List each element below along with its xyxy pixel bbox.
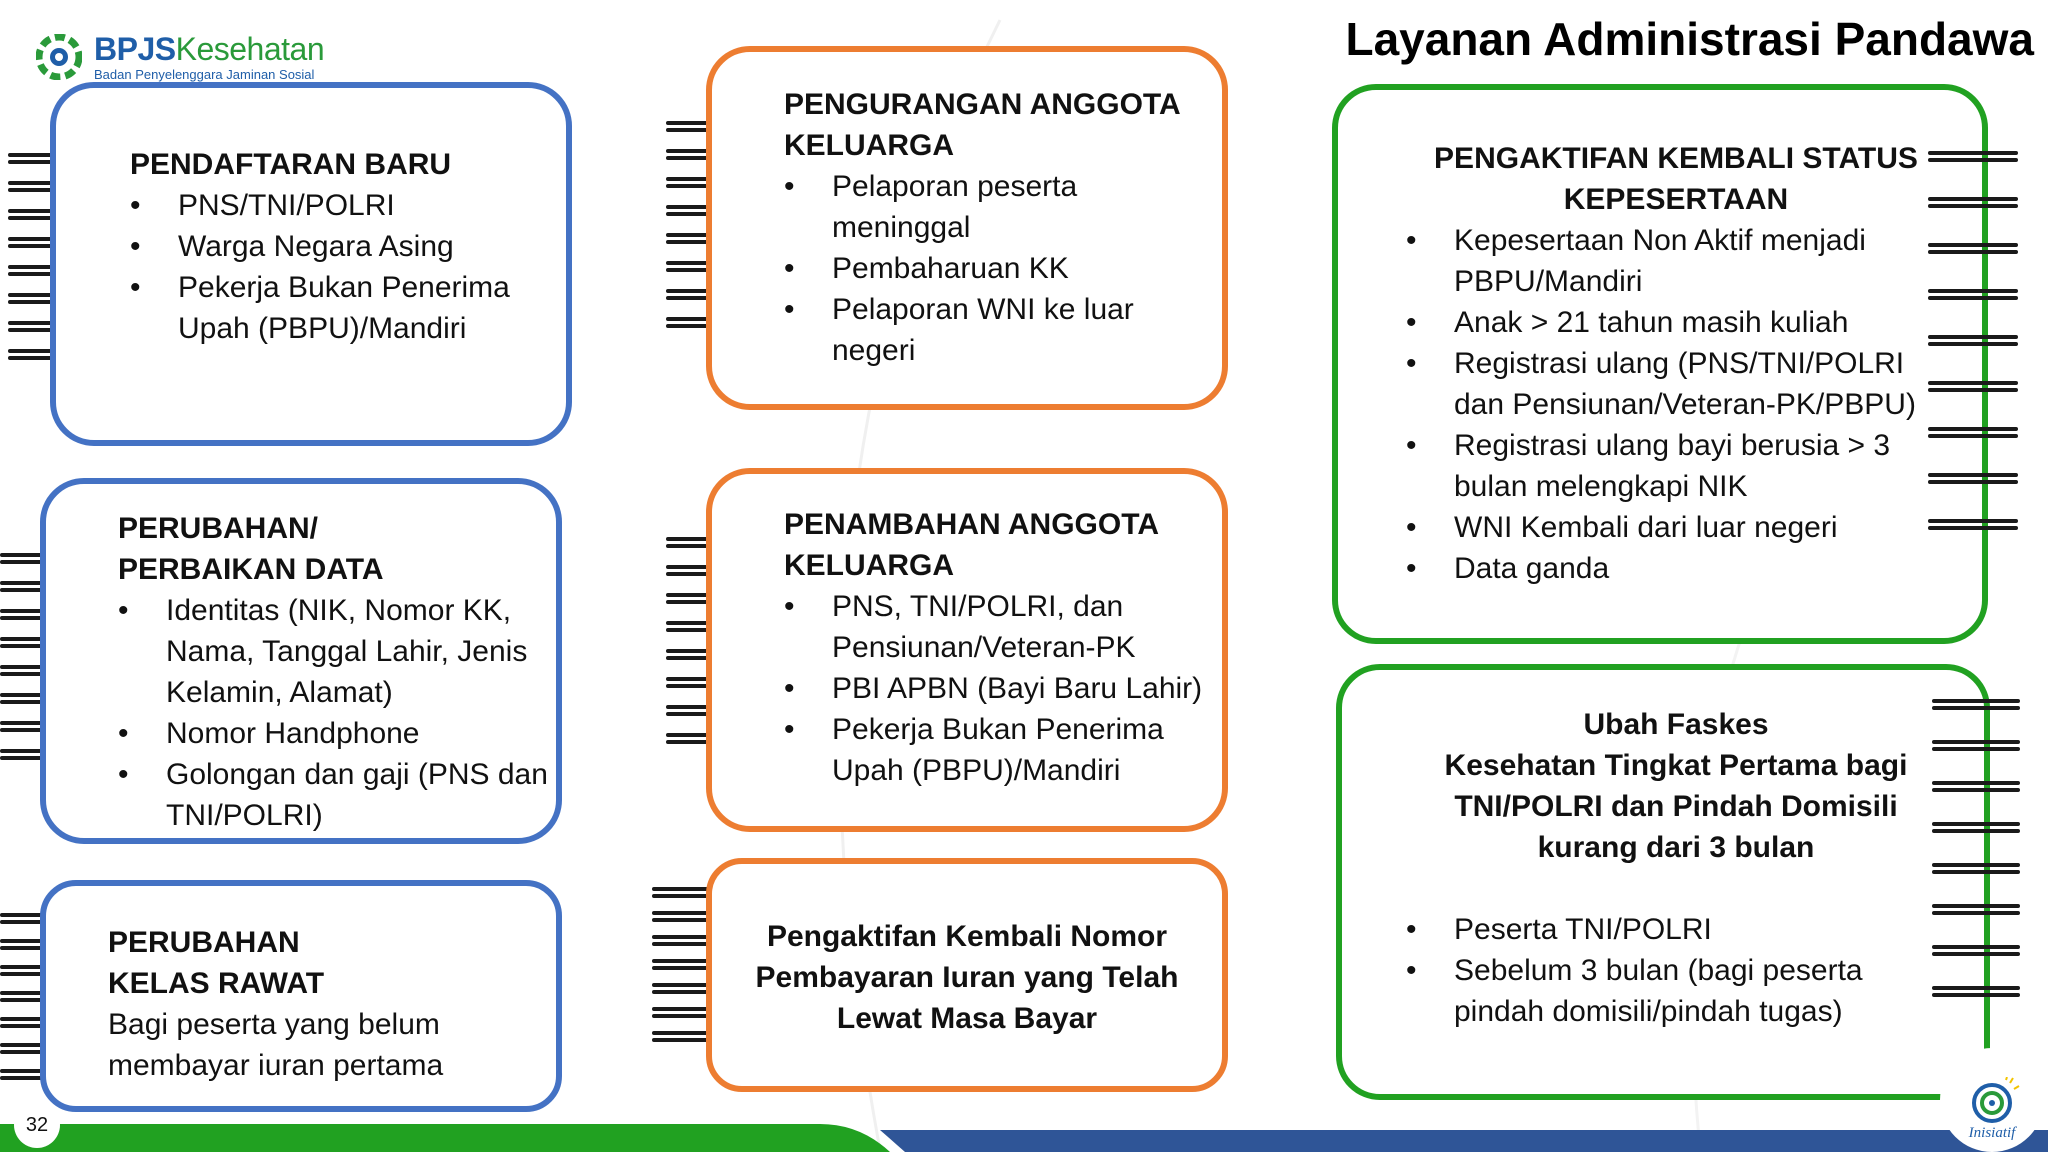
card-pengaktifan-nomor-pembayaran bbox=[706, 858, 1228, 1092]
bpjs-logo bbox=[36, 32, 324, 82]
card-title: KELAS RAWAT bbox=[108, 967, 325, 1000]
page-title: Layanan Administrasi Pandawa bbox=[1345, 13, 2034, 65]
list-item: • WNI Kembali dari luar negeri bbox=[1406, 507, 1946, 548]
binder-rings bbox=[1932, 698, 2020, 999]
list-item: • Identitas (NIK, Nomor KK, Nama, Tanggal Lahir, Jenis Kelamin, Alamat) bbox=[118, 590, 548, 713]
bullet-list bbox=[130, 185, 550, 349]
card-title: PENDAFTARAN BARU bbox=[130, 148, 452, 181]
list-item: • Data ganda bbox=[1406, 548, 1946, 589]
list-item: • Registrasi ulang bayi berusia > 3 bulan melengkapi NIK bbox=[1406, 425, 1946, 507]
inisiatif-badge bbox=[1944, 1052, 2040, 1148]
list-item: • PBI APBN (Bayi Baru Lahir) bbox=[784, 668, 1216, 709]
list-item: • Anak > 21 tahun masih kuliah bbox=[1406, 302, 1946, 343]
card-ubah-faskes bbox=[1336, 664, 1990, 1100]
page-number: 32 bbox=[14, 1102, 60, 1148]
card-title: PENGURANGAN ANGGOTA KELUARGA bbox=[784, 88, 1180, 162]
card-kelas-rawat bbox=[40, 880, 562, 1112]
card-title: PERUBAHAN/ bbox=[118, 512, 319, 545]
card-title: Ubah Faskes bbox=[1583, 708, 1769, 741]
card-pendaftaran-baru bbox=[50, 82, 572, 446]
card-penambahan-anggota bbox=[706, 468, 1228, 832]
card-pengurangan-anggota bbox=[706, 46, 1228, 410]
list-item: • Nomor Handphone bbox=[118, 713, 548, 754]
badge-text: Inisiatif bbox=[1968, 1125, 2016, 1141]
card-body: Bagi peserta yang belum membayar iuran pertama bbox=[108, 1008, 444, 1082]
bullet-list bbox=[784, 586, 1216, 791]
card-title: Kesehatan Tingkat Pertama bagi TNI/POLRI dan Pindah Domisili kurang dari 3 bulan bbox=[1444, 749, 1908, 864]
card-title: PERUBAHAN bbox=[108, 926, 300, 959]
bullet-list bbox=[118, 590, 548, 836]
list-item: • Pelaporan peserta meninggal bbox=[784, 166, 1204, 248]
inisiatif-logo-icon bbox=[1964, 1077, 2020, 1125]
bullet-list bbox=[1406, 220, 1946, 589]
logo-brand-secondary: Kesehatan bbox=[175, 31, 325, 67]
card-title: PERBAIKAN DATA bbox=[118, 553, 384, 586]
logo-brand-primary: BPJS bbox=[94, 31, 176, 67]
list-item: • Pekerja Bukan Penerima Upah (PBPU)/Mandiri bbox=[130, 267, 550, 349]
list-item: • Pembaharuan KK bbox=[784, 248, 1204, 289]
list-item: • Kepesertaan Non Aktif menjadi PBPU/Mandiri bbox=[1406, 220, 1946, 302]
binder-rings bbox=[1928, 150, 2018, 532]
list-item: • Golongan dan gaji (PNS dan TNI/POLRI) bbox=[118, 754, 548, 836]
footer-bar bbox=[0, 1124, 2048, 1152]
card-title: PENGAKTIFAN KEMBALI STATUS KEPESERTAAN bbox=[1434, 142, 1918, 216]
list-item: • PNS/TNI/POLRI bbox=[130, 185, 550, 226]
list-item: • PNS, TNI/POLRI, dan Pensiunan/Veteran-PK bbox=[784, 586, 1216, 668]
list-item: • Pelaporan WNI ke luar negeri bbox=[784, 289, 1204, 371]
logo-brand bbox=[94, 33, 324, 65]
logo-subtitle: Badan Penyelenggara Jaminan Sosial bbox=[94, 67, 315, 82]
card-title: Pengaktifan Kembali Nomor Pembayaran Iuran yang Telah Lewat Masa Bayar bbox=[755, 920, 1179, 1035]
bpjs-logo-icon bbox=[36, 34, 82, 80]
list-item: • Warga Negara Asing bbox=[130, 226, 550, 267]
list-item: • Sebelum 3 bulan (bagi peserta pindah domisili/pindah tugas) bbox=[1406, 950, 1946, 1032]
bullet-list bbox=[784, 166, 1204, 371]
list-item: • Pekerja Bukan Penerima Upah (PBPU)/Mandiri bbox=[784, 709, 1216, 791]
list-item: • Registrasi ulang (PNS/TNI/POLRI dan Pensiunan/Veteran-PK/PBPU) bbox=[1406, 343, 1946, 425]
card-title: PENAMBAHAN ANGGOTA KELUARGA bbox=[784, 508, 1158, 582]
card-perubahan-data bbox=[40, 478, 562, 844]
bullet-list bbox=[1406, 909, 1946, 1032]
list-item: • Peserta TNI/POLRI bbox=[1406, 909, 1946, 950]
card-pengaktifan-status bbox=[1332, 84, 1988, 644]
